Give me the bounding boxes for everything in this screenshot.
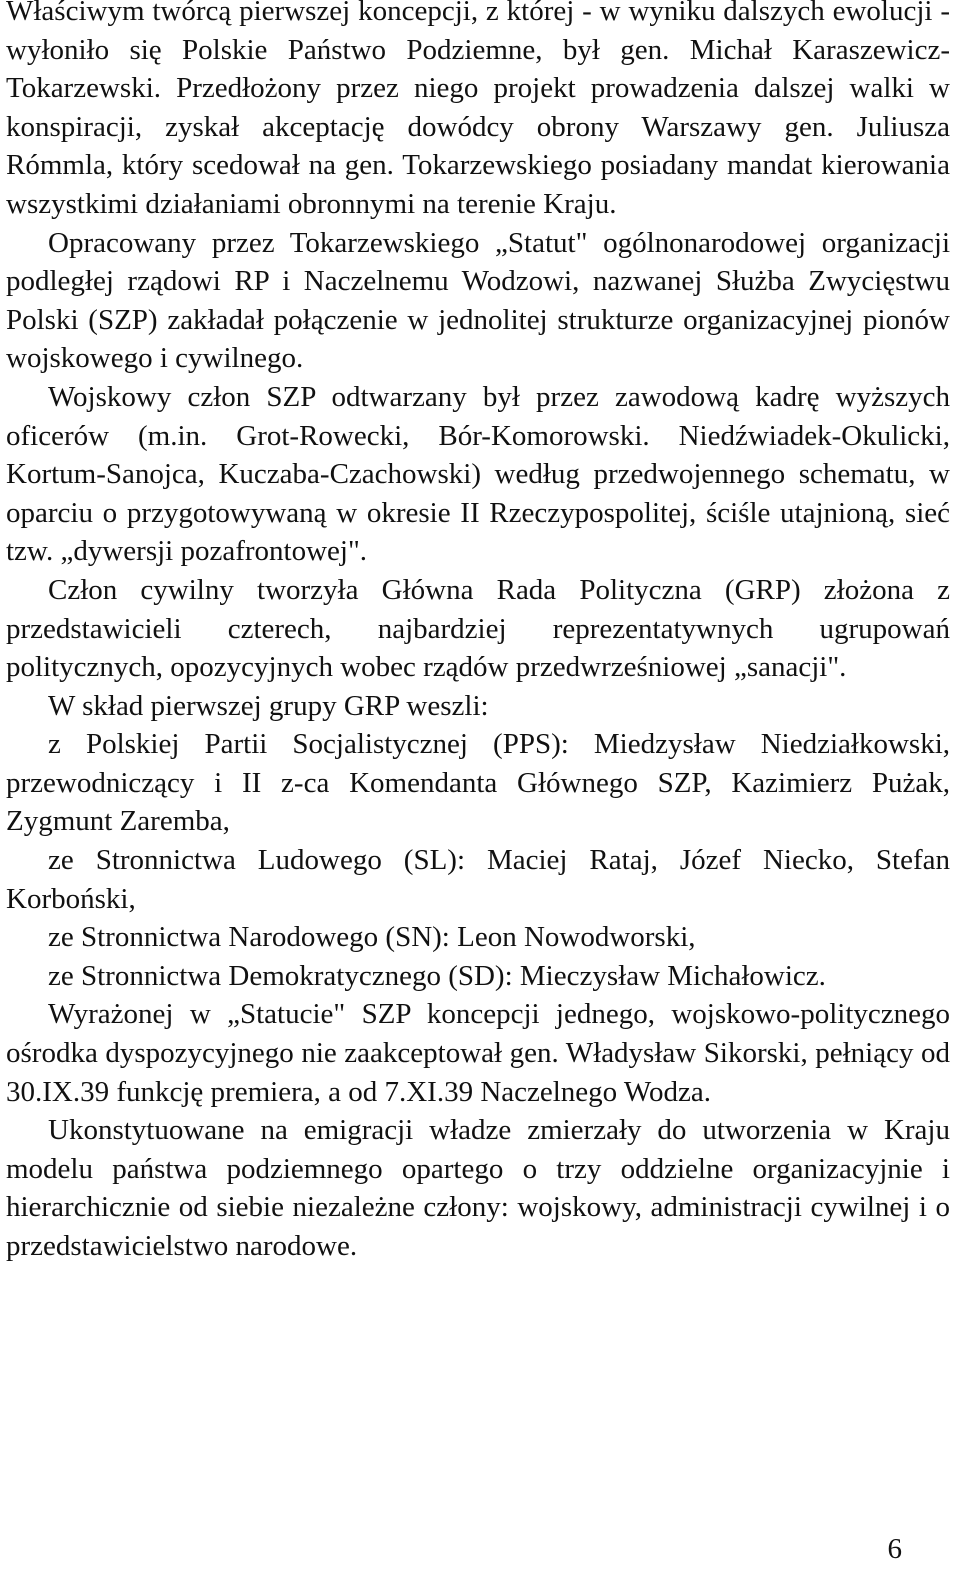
page-number: 6 bbox=[887, 1533, 902, 1565]
paragraph-9: ze Stronnictwa Demokratycznego (SD): Mieczysław Michałowicz. bbox=[48, 959, 826, 992]
paragraph-10: Wyrażonej w „Statucie" SZP koncepcji jednego, wojskowo-politycznego ośrodka dyspozycyjnego nie zaakceptował gen. Władysław Sikorski, pełniący od 30.IX.39 funkcję premiera, a od 7.XI.39 Naczelnego Wodza. bbox=[6, 998, 950, 1108]
paragraph-2: Opracowany przez Tokarzewskiego „Statut" ogólnonarodowej organizacji podległej rządowi RP i Naczelnemu Wodzowi, nazwanej Służba Zwycięstwu Polski (SZP) zakładał połączenie w jednolitej strukturze organizacyjnej pionów wojskowego i cywilnego. bbox=[6, 226, 950, 375]
paragraph-6: z Polskiej Partii Socjalistycznej (PPS): Miedzysław Niedziałkowski, przewodniczący i II z-ca Komendanta Głównego SZP, Kazimierz Pużak, Zygmunt Zaremba, bbox=[6, 728, 950, 838]
paragraph-8: ze Stronnictwa Narodowego (SN): Leon Nowodworski, bbox=[48, 921, 696, 954]
paragraph-4: Człon cywilny tworzyła Główna Rada Polityczna (GRP) złożona z przedstawicieli czterech, najbardziej reprezentatywnych ugrupowań politycznych, opozycyjnych wobec rządów przedwrześniowej „sanacji". bbox=[6, 573, 950, 684]
paragraph-11: Ukonstytuowane na emigracji władze zmierzały do utworzenia w Kraju modelu państwa podziemnego opartego o trzy oddzielne organizacyjnie i hierarchicznie od siebie niezależne człony: wojskowy, administracji cywilnej i o przedstawicielstwo narodowe. bbox=[6, 1114, 950, 1262]
paragraph-7: ze Stronnictwa Ludowego (SL): Maciej Rataj, Józef Niecko, Stefan Korboński, bbox=[6, 844, 950, 915]
paragraph-1: Właściwym twórcą pierwszej koncepcji, z której - w wyniku dalszych ewolucji - wyłoniło się Polskie Państwo Podziemne, był gen. Michał Karaszewicz-Tokarzewski. Przedłożony przez niego projekt prowadzenia dalszej walki w konspiracji, zyskał akceptację dowódcy obrony Warszawy gen. Juliusza Rómmla, który scedował na gen. Tokarzewskiego posiadany mandat kierowania wszystkimi działaniami obronnymi na terenie Kraju. bbox=[6, 0, 950, 220]
paragraph-3: Wojskowy człon SZP odtwarzany był przez zawodową kadrę wyższych oficerów (m.in. Grot-Rowecki, Bór-Komorowski. Niedźwiadek-Okulicki, Kortum-Sanojca, Kuczaba-Czachowski) według przedwojennego schematu, w oparciu o przygotowywaną w okresie II Rzeczypospolitej, ściśle utajnioną, sieć tzw. „dywersji pozafrontowej". bbox=[6, 380, 950, 568]
paragraph-5: W skład pierwszej grupy GRP weszli: bbox=[48, 689, 489, 722]
document-page bbox=[6, 0, 950, 1266]
